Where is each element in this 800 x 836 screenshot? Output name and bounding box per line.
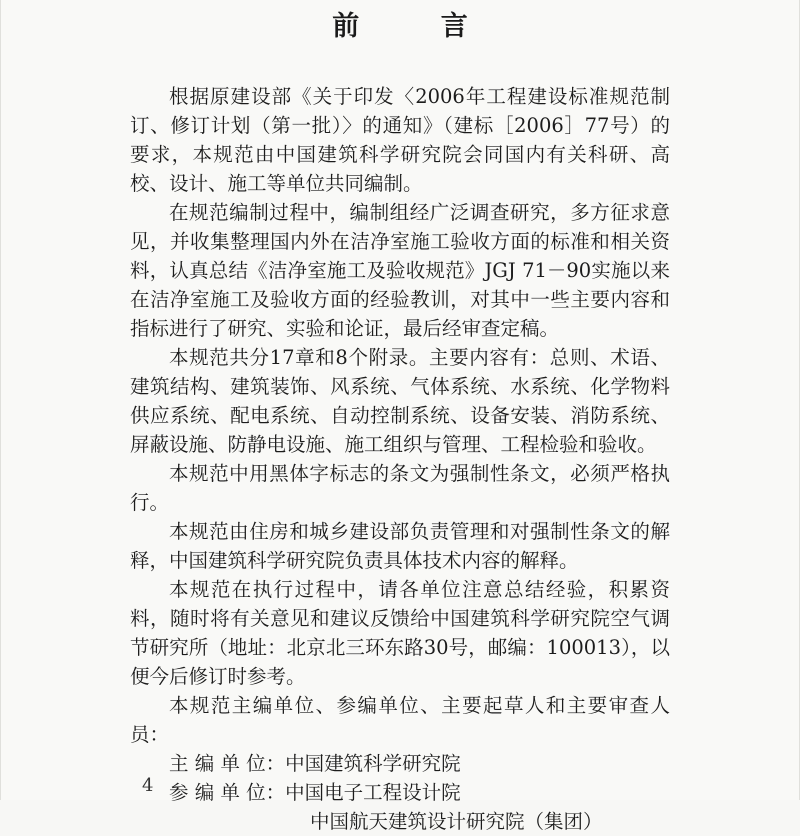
document-body bbox=[130, 82, 670, 836]
chief-unit-label: 主 编 单 位： bbox=[169, 752, 286, 775]
participating-unit-value: 中国航天建筑设计研究院（集团） bbox=[310, 810, 603, 833]
participating-unit-row bbox=[130, 778, 670, 807]
participating-unit-row-2 bbox=[130, 807, 670, 836]
paragraph-units-intro: 本规范主编单位、参编单位、主要起草人和主要审查人员： bbox=[130, 694, 670, 746]
participating-unit-label: 参 编 单 位： bbox=[169, 781, 286, 804]
page-title: 前 言 bbox=[332, 11, 504, 42]
paragraph-mandatory: 本规范中用黑体字标志的条文为强制性条文，必须严格执行。 bbox=[130, 462, 670, 514]
paragraph-background: 根据原建设部《关于印发〈2006年工程建设标准规范制订、修订计划（第一批）〉的通知》（建标［2006］77号）的要求，本规范由中国建筑科学研究院会同国内有关科研、高校、设计、施工等单位共同编制。 bbox=[130, 85, 670, 195]
page-number: 4 bbox=[142, 775, 154, 796]
paragraph-contents: 本规范共分17章和8个附录。主要内容有：总则、术语、建筑结构、建筑装饰、风系统、气体系统、水系统、化学物料供应系统、配电系统、自动控制系统、设备安装、消防系统、屏蔽设施、防静电设施、施工组织与管理、工程检验和验收。 bbox=[130, 346, 670, 456]
paragraph-management: 本规范由住房和城乡建设部负责管理和对强制性条文的解释，中国建筑科学研究院负责具体技术内容的解释。 bbox=[130, 520, 670, 572]
paragraph-process: 在规范编制过程中，编制组经广泛调查研究，多方征求意见，并收集整理国内外在洁净室施工验收方面的标准和相关资料，认真总结《洁净室施工及验收规范》JGJ 71－90实施以来在洁净室施工及验收方面的经验教训，对其中一些主要内容和指标进行了研究、实验和论证，最后经审查定稿。 bbox=[130, 201, 670, 340]
chief-unit-row bbox=[130, 749, 670, 778]
participating-unit-value: 中国电子工程设计院 bbox=[285, 781, 461, 804]
paragraph-feedback: 本规范在执行过程中，请各单位注意总结经验，积累资料，随时将有关意见和建议反馈给中国建筑科学研究院空气调节研究所（地址：北京北三环东路30号，邮编：100013），以便今后修订时参考。 bbox=[130, 578, 670, 688]
chief-unit-value: 中国建筑科学研究院 bbox=[285, 752, 461, 775]
